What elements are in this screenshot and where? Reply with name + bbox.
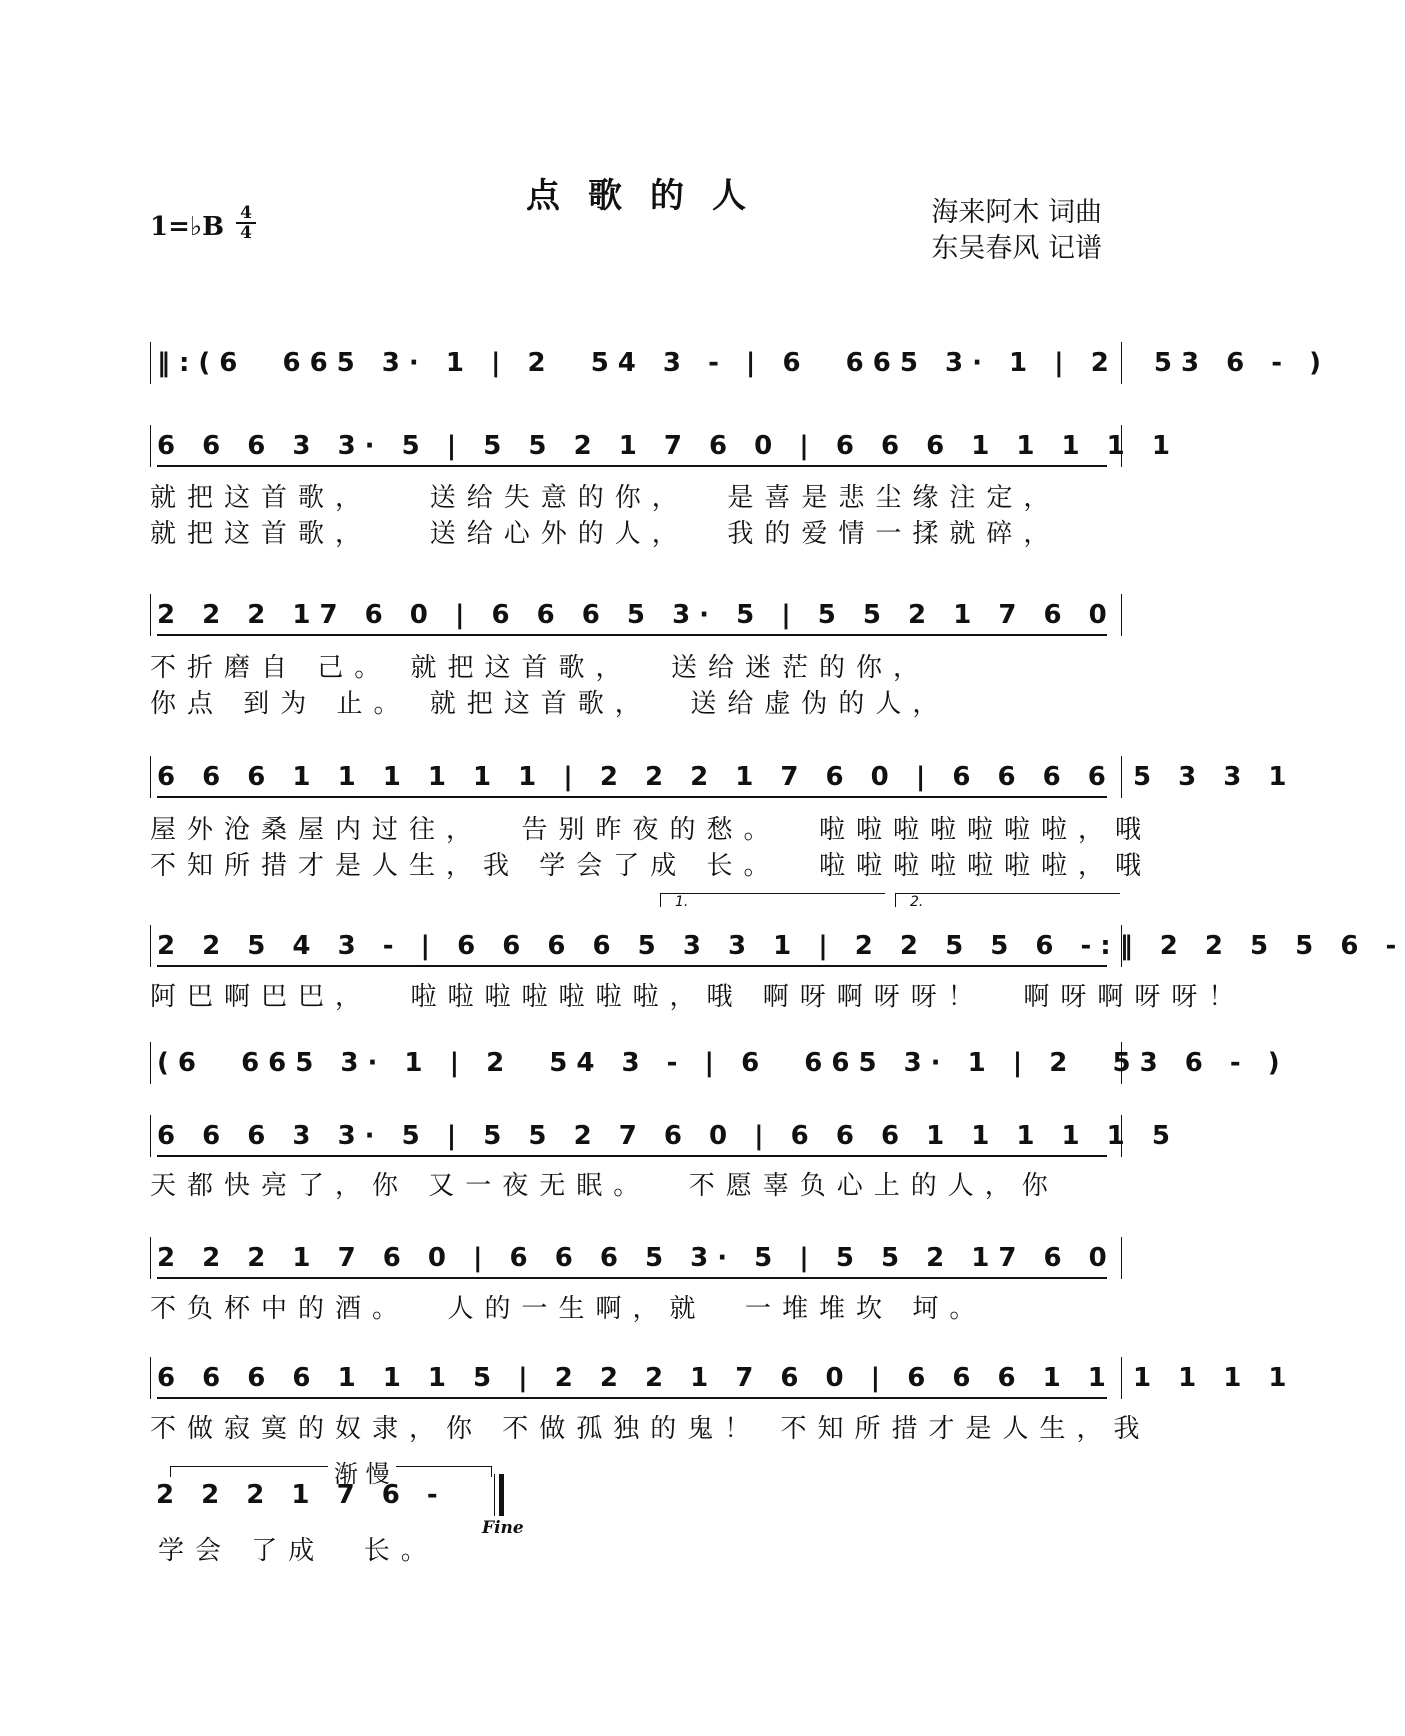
lyric-line-10: 学会 了成 长。 (158, 1536, 438, 1566)
beam-line-9 (157, 1397, 1107, 1399)
notation-line-9 (150, 1357, 1296, 1399)
notation-line-6 (150, 1042, 1289, 1084)
volta-second-ending: 2. (895, 893, 1120, 907)
beam-line-2 (157, 465, 1107, 467)
notes-line-3: 2 2 2 17 6 0 | 6 6 6 5 3· 5 | 5 5 2 1 7 6 0 (157, 600, 1116, 630)
lyric-line-4-verse-1: 屋外沧桑屋内过往， 告别昨夜的愁。 啦啦啦啦啦啦啦，哦 (150, 815, 1153, 845)
ritardando-marking: 渐 慢 (328, 1454, 396, 1489)
lyric-line-3-verse-2: 你点 到为 止。 就把这首歌， 送给虚伪的人， (150, 689, 950, 719)
lyric-line-2-verse-1: 就把这首歌， 送给失意的你， 是喜是悲尘缘注定， (150, 483, 1061, 513)
lyric-line-3-verse-1: 不折磨自 己。 就把这首歌， 送给迷茫的你， (150, 653, 931, 683)
notes-line-6: (6 665 3· 1 | 2 54 3 - | 6 665 3· 1 | 2 53 6 - ) (157, 1048, 1289, 1078)
lyric-line-2-verse-2: 就把这首歌， 送给心外的人， 我的爱情一揉就碎， (150, 519, 1061, 549)
time-signature-bottom: 4 (240, 223, 252, 243)
notation-line-8 (150, 1237, 1122, 1279)
notes-line-4: 6 6 6 1 1 1 1 1 1 | 2 2 2 1 7 6 0 | 6 6 6 6 5 3 3 1 (157, 762, 1296, 792)
notation-line-4 (150, 756, 1296, 798)
notes-line-10: 2 2 2 1 7 6 - (156, 1480, 447, 1510)
song-title: 点歌的人 (526, 176, 774, 216)
transcriber-credit: 东吴春风 记谱 (931, 233, 1102, 264)
time-signature-top: 4 (240, 203, 252, 223)
notes-line-5: 2 2 5 4 3 - | 6 6 6 6 5 3 3 1 | 2 2 5 5 6 -:‖ 2 2 5 5 6 - (157, 931, 1405, 961)
notation-line-3 (150, 594, 1122, 636)
notation-line-5 (150, 925, 1405, 967)
composer-credit: 海来阿木 词曲 (931, 197, 1102, 228)
beam-line-4 (157, 796, 1107, 798)
key-signature: 1=♭B (150, 212, 225, 242)
notes-line-1: ‖:(6 665 3· 1 | 2 54 3 - | 6 665 3· 1 | 2 53 6 - ) (157, 348, 1330, 378)
notes-line-2: 6 6 6 3 3· 5 | 5 5 2 1 7 6 0 | 6 6 6 1 1 1 1 1 (157, 431, 1179, 461)
lyric-line-8: 不负杯中的酒。 人的一生啊，就 一堆堆坎 坷。 (150, 1294, 987, 1324)
notation-line-1 (150, 342, 1330, 384)
fine-marking: Fine (482, 1518, 524, 1538)
lyric-line-7: 天都快亮了，你 又一夜无眠。 不愿辜负心上的人，你 (150, 1171, 1059, 1201)
volta-first-ending: 1. (660, 893, 885, 907)
notation-line-7 (150, 1115, 1179, 1157)
notes-line-9: 6 6 6 6 1 1 1 5 | 2 2 2 1 7 6 0 | 6 6 6 1 1 1 1 1 1 (157, 1363, 1296, 1393)
time-signature (236, 205, 256, 241)
lyric-line-4-verse-2: 不知所措才是人生，我 学会了成 长。 啦啦啦啦啦啦啦，哦 (150, 851, 1153, 881)
lyric-line-9: 不做寂寞的奴隶，你 不做孤独的鬼！ 不知所措才是人生，我 (150, 1414, 1151, 1444)
final-barline (494, 1474, 504, 1516)
beam-line-5 (157, 965, 1107, 967)
lyric-line-5: 阿巴啊巴巴， 啦啦啦啦啦啦啦，哦 啊呀啊呀呀！ 啊呀啊呀呀！ (150, 982, 1246, 1012)
beam-line-7 (157, 1155, 1107, 1157)
notation-line-2 (150, 425, 1179, 467)
beam-line-3 (157, 634, 1107, 636)
beam-line-8 (157, 1277, 1107, 1279)
notes-line-7: 6 6 6 3 3· 5 | 5 5 2 7 6 0 | 6 6 6 1 1 1 1 1 5 (157, 1121, 1179, 1151)
notes-line-8: 2 2 2 1 7 6 0 | 6 6 6 5 3· 5 | 5 5 2 17 6 0 (157, 1243, 1116, 1273)
